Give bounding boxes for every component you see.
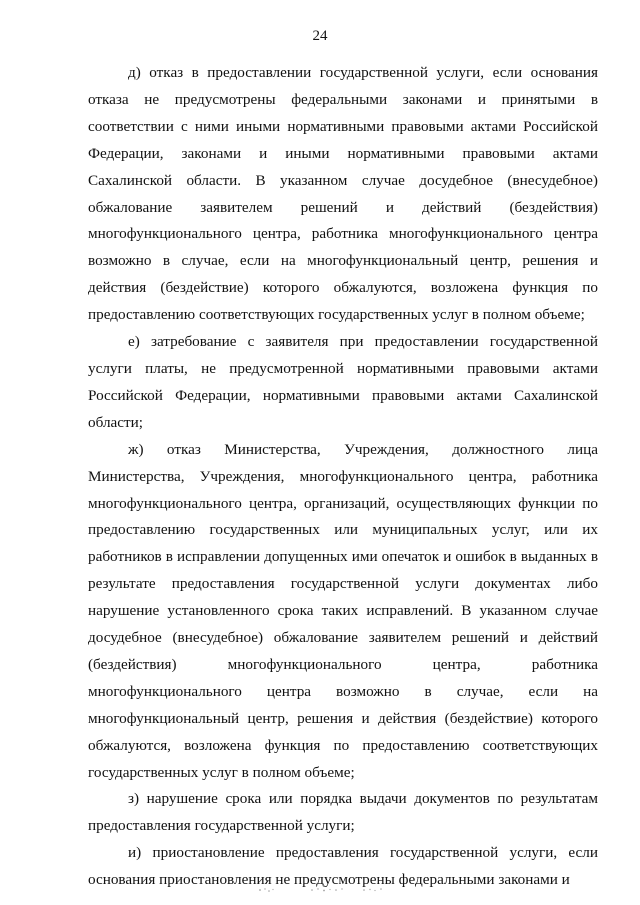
- paragraph-zh: ж) отказ Министерства, Учреждения, должностного лица Министерства, Учреждения, многофункционального центра, работника многофункционального центра, организаций, осуществляющих функции по предоставлению государственных или муниципальных услуг, или их работников в исправлении допущенных ими опечаток и ошибок в выданных в результате предоставления государственной услуги документах либо нарушение установленного срока таких исправлений. В указанном случае досудебное (внесудебное) обжалование заявителем решений и действий (бездействия) многофункционального центра, работника многофункционального центра возможно в случае, если на многофункциональный центр, решения и действия (бездействие) которого обжалуются, возложена функция по предоставлению соответствующих государственных услуг в полном объеме;: [88, 440, 598, 781]
- scan-artifact: [252, 884, 392, 896]
- paragraph-e: е) затребование с заявителя при предоставлении государственной услуги платы, не предусмотренной нормативными правовыми актами Российской Федерации, нормативными правовыми актами Сахалинской области;: [88, 333, 598, 431]
- paragraph-d: д) отказ в предоставлении государственной услуги, если основания отказа не предусмотрены федеральными законами и принятыми в соответствии с ними иными нормативными правовыми актами Российской Федерации, законами и иными нормативными правовыми актами Сахалинской области. В указанном случае досудебное (внесудебное) обжалование заявителем решений и действий (бездействия) многофункционального центра, работника многофункционального центра возможно в случае, если на многофункциональный центр, решения и действия (бездействие) которого обжалуются, возложена функция по предоставлению соответствующих государственных услуг в полном объеме;: [88, 64, 598, 324]
- paragraph-z: з) нарушение срока или порядка выдачи документов по результатам предоставления государственной услуги;: [88, 790, 598, 835]
- document-body: [88, 60, 598, 894]
- paragraph-i: и) приостановление предоставления государственной услуги, если основания приостановления не предусмотрены федеральными законами и: [88, 844, 598, 889]
- page-number: 24: [312, 28, 328, 44]
